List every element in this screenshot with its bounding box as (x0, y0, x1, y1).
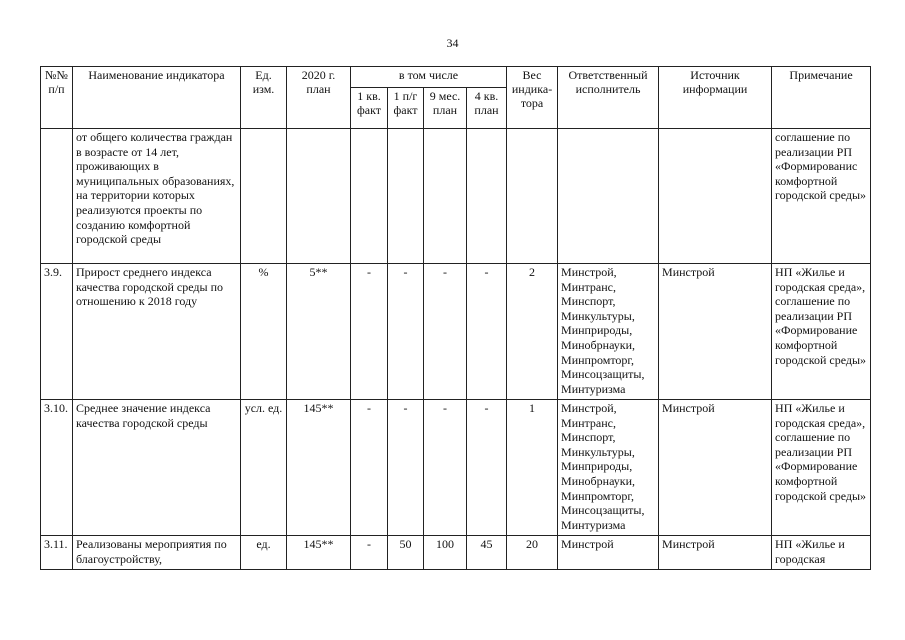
row-num (41, 129, 73, 264)
row-weight: 20 (507, 536, 558, 570)
row-plan-2020: 145** (287, 400, 351, 536)
row-source: Минстрой (659, 400, 772, 536)
row-q4-plan: - (467, 400, 507, 536)
header-plan-2020: 2020 г. план (287, 67, 351, 129)
page-number: 34 (446, 36, 459, 50)
row-source: Минстрой (659, 536, 772, 570)
row-q1-fact: - (351, 536, 388, 570)
row-note: соглашение по реализации РП «Формированис комфортной городской среды» (772, 129, 871, 264)
row-q1-fact: - (351, 400, 388, 536)
row-9m-plan: 100 (424, 536, 467, 570)
row-num: 3.10. (41, 400, 73, 536)
header-note: Примечание (772, 67, 871, 129)
row-plan-2020: 5** (287, 264, 351, 400)
header-9m-plan: 9 мес. план (424, 88, 467, 129)
row-q4-plan: 45 (467, 536, 507, 570)
row-weight: 1 (507, 400, 558, 536)
header-q4-plan: 4 кв. план (467, 88, 507, 129)
row-source (659, 129, 772, 264)
header-num: №№ п/п (41, 67, 73, 129)
table-row (41, 400, 871, 536)
row-indicator-name: Прирост среднего индекса качества городской среды по отношению к 2018 году (73, 264, 241, 400)
row-responsible: Минстрой (558, 536, 659, 570)
row-note: НП «Жилье и городская среда», соглашение по реализации РП «Формирование комфортной городской среды» (772, 400, 871, 536)
table-row (41, 129, 871, 264)
row-source: Минстрой (659, 264, 772, 400)
row-note: НП «Жилье и городская среда», соглашение по реализации РП «Формирование комфортной городской среды» (772, 264, 871, 400)
indicator-table (40, 66, 871, 570)
row-num: 3.9. (41, 264, 73, 400)
row-9m-plan (424, 129, 467, 264)
row-indicator-name: Среднее значение индекса качества городской среды (73, 400, 241, 536)
row-q4-plan: - (467, 264, 507, 400)
row-note: НП «Жилье и городская (772, 536, 871, 570)
row-weight: 2 (507, 264, 558, 400)
row-plan-2020: 145** (287, 536, 351, 570)
row-unit (241, 129, 287, 264)
row-9m-plan: - (424, 400, 467, 536)
row-indicator-name: от общего количества граждан в возрасте от 14 лет, проживающих в муниципальных образованиях, на территории которых реализуются проекты по созданию комфортной городской среды (73, 129, 241, 264)
row-9m-plan: - (424, 264, 467, 400)
header-responsible: Ответственный исполнитель (558, 67, 659, 129)
table-row (41, 264, 871, 400)
row-h1-fact: - (388, 264, 424, 400)
row-h1-fact: - (388, 400, 424, 536)
row-weight (507, 129, 558, 264)
row-num: 3.11. (41, 536, 73, 570)
row-q1-fact (351, 129, 388, 264)
row-q4-plan (467, 129, 507, 264)
header-weight: Вес индика-тора (507, 67, 558, 129)
header-including: в том числе (351, 67, 507, 88)
row-responsible: Минстрой, Минтранс, Минспорт, Минкультуры, Минприроды, Минобрнауки, Минпромторг, Минсоцзащиты, Минтуризма (558, 400, 659, 536)
header-q1-fact: 1 кв. факт (351, 88, 388, 129)
row-plan-2020 (287, 129, 351, 264)
row-responsible: Минстрой, Минтранс, Минспорт, Минкультуры, Минприроды, Минобрнауки, Минпромторг, Минсоцзащиты, Минтуризма (558, 264, 659, 400)
row-unit: ед. (241, 536, 287, 570)
row-unit: усл. ед. (241, 400, 287, 536)
header-source: Источник информации (659, 67, 772, 129)
header-unit: Ед. изм. (241, 67, 287, 129)
row-indicator-name: Реализованы мероприятия по благоустройству, (73, 536, 241, 570)
row-q1-fact: - (351, 264, 388, 400)
header-name: Наименование индикатора (73, 67, 241, 129)
row-h1-fact: 50 (388, 536, 424, 570)
row-responsible (558, 129, 659, 264)
row-h1-fact (388, 129, 424, 264)
row-unit: % (241, 264, 287, 400)
table-row (41, 536, 871, 570)
header-h1-fact: 1 п/г факт (388, 88, 424, 129)
